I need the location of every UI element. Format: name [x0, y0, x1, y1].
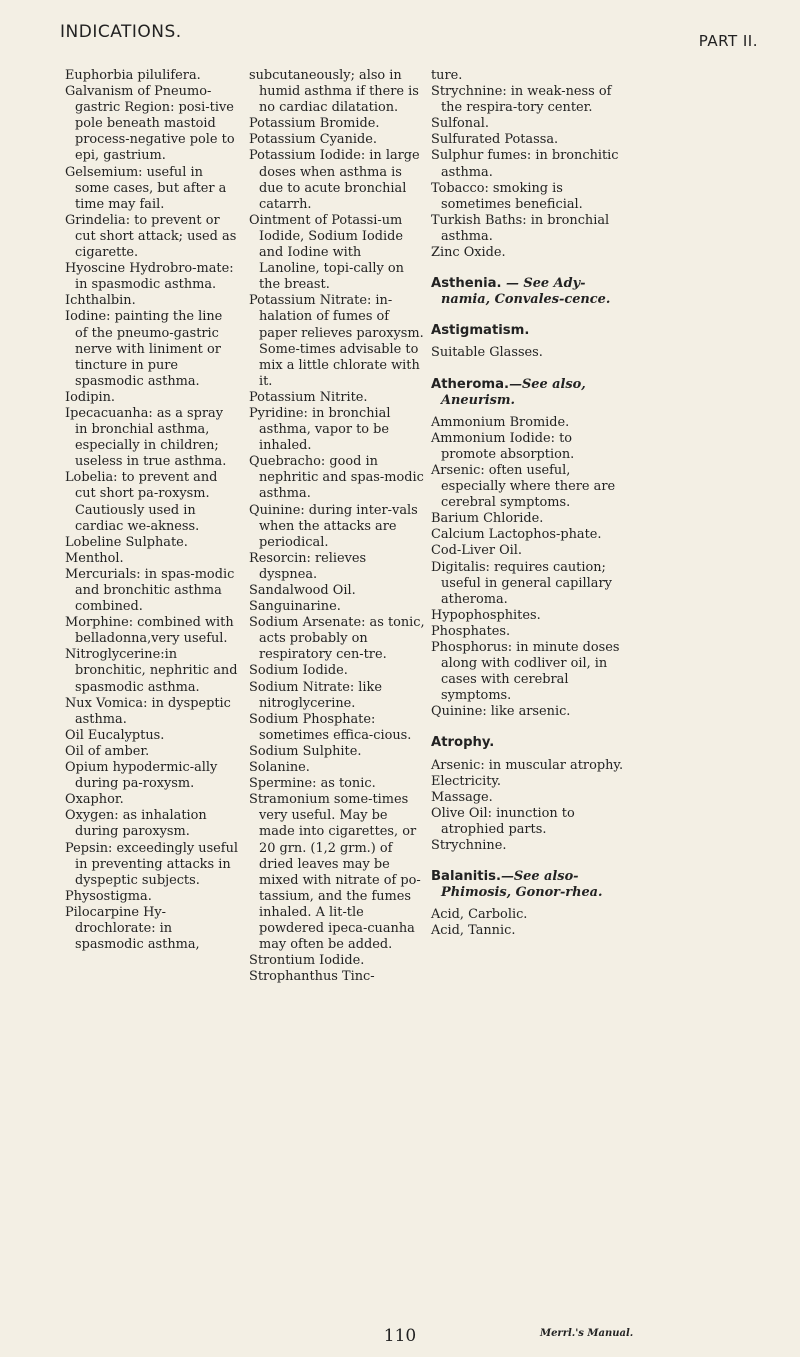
- index-entry: Solanine.: [249, 760, 310, 776]
- index-entry: Euphorbia pilulifera.: [65, 68, 201, 83]
- running-header: [60, 22, 770, 52]
- index-entry: Mercurials: in spas-modic and bronchitic asthma combined.: [65, 566, 235, 615]
- index-entry: Turkish Baths: in bronchial asthma.: [431, 212, 610, 244]
- index-entry: Quinine: during inter-vals when the attacks are periodical.: [249, 502, 418, 550]
- index-entry: Spermine: as tonic.: [249, 776, 376, 792]
- index-entry: Lobelia: to prevent and cut short pa-roxysm. Cautiously used in cardiac we-akness.: [65, 470, 218, 534]
- section-heading: [431, 869, 626, 901]
- index-entry: Sodium Iodide.: [249, 663, 348, 679]
- section-headword: Atrophy.: [431, 735, 495, 751]
- index-entry: Hypophosphites.: [431, 607, 541, 623]
- index-entry: Cod-Liver Oil.: [431, 543, 522, 559]
- index-entry: Sodium Nitrate: like nitroglycerine.: [249, 679, 382, 711]
- index-entry: Sodium Phosphate: sometimes effica-cious.: [249, 711, 412, 743]
- index-entry: Physostigma.: [65, 888, 152, 904]
- index-entry: Digitalis: requires caution; useful in general capillary atheroma.: [431, 559, 612, 607]
- index-entry: Ointment of Potassi-um Iodide, Sodium Iodide and Iodine with Lanoline, topi-cally on the breast.: [249, 212, 404, 293]
- index-entry: Nux Vomica: in dyspeptic asthma.: [65, 695, 231, 727]
- index-entry: Potassium Iodide: in large doses when asthma is due to acute bronchial catarrh.: [249, 148, 420, 212]
- index-entry: Arsenic: often useful, especially where there are cerebral symptoms.: [431, 462, 616, 511]
- index-entry: Olive Oil: inunction to atrophied parts.: [431, 805, 575, 837]
- index-entry: Morphine: combined with belladonna,very useful.: [65, 615, 234, 647]
- index-entry: Strontium Iodide.: [249, 953, 365, 969]
- index-entry: Lobeline Sulphate.: [65, 534, 188, 550]
- index-entry: Quebracho: good in nephritic and spas-modic asthma.: [249, 454, 424, 502]
- index-entry: Stramonium some-times very useful. May be made into cigarettes, or 20 grn. (1,2 grm.) of dried leaves may be mixed with nitrate of po-tassium, and the fumes inhaled. A lit-tle powdered ipeca-cuanha may often be added.: [249, 792, 421, 953]
- index-entry: subcutaneously; also in humid asthma if there is no cardiac dilatation.: [249, 68, 419, 116]
- index-entry: Oxygen: as inhalation during paroxysm.: [65, 808, 207, 840]
- index-entry: Potassium Nitrate: in-halation of fumes of paper relieves paroxysm. Some-times advisable to mix a little chlorate with it.: [249, 293, 424, 389]
- index-entry: Ammonium Bromide.: [431, 414, 570, 430]
- index-entry: Oxaphor.: [65, 792, 124, 808]
- index-entry: Sulfonal.: [431, 116, 489, 132]
- index-entry: Ichthalbin.: [65, 293, 136, 309]
- section-headword: Astigmatism.: [431, 323, 530, 339]
- section-headword: Atheroma.: [431, 376, 510, 392]
- section-cross-reference: —See also-Phimosis, Gonor-rhea.: [441, 869, 603, 901]
- index-entry: Pepsin: exceedingly useful in preventing attacks in dyspeptic subjects.: [65, 840, 239, 888]
- index-entry: Suitable Glasses.: [431, 345, 543, 361]
- index-entry: Galvanism of Pneumo-gastric Region: posi-tive pole beneath mastoid process-negative pole to epi, gastrium.: [65, 84, 235, 164]
- index-entry: Phosphates.: [431, 623, 511, 639]
- index-entry: Pyridine: in bronchial asthma, vapor to be inhaled.: [249, 405, 391, 454]
- column-1: [65, 68, 238, 953]
- index-entry: Ammonium Iodide: to promote absorption.: [431, 430, 575, 462]
- index-entry: Sodium Sulphite.: [249, 743, 362, 759]
- index-entry: Grindelia: to prevent or cut short attack; used as cigarette.: [65, 212, 237, 261]
- index-entry: Sandalwood Oil.: [249, 583, 356, 598]
- index-entry: Iodine: painting the line of the pneumo-gastric nerve with liniment or tincture in pure spasmodic asthma.: [65, 309, 223, 389]
- index-entry: Sulfurated Potassa.: [431, 132, 559, 148]
- column-2: [249, 68, 425, 985]
- section-heading: [431, 323, 626, 339]
- index-entry: Sodium Arsenate: as tonic, acts probably on respiratory cen-tre.: [249, 615, 425, 663]
- index-entry: Quinine: like arsenic.: [431, 704, 571, 720]
- index-entry: Strychnine.: [431, 838, 507, 854]
- index-entry: Sanguinarine.: [249, 599, 341, 615]
- section-cross-reference: — See Ady-namia, Convales-cence.: [441, 276, 611, 308]
- page-number: 110: [383, 1326, 417, 1346]
- index-entry: Ipecacuanha: as a spray in bronchial asthma, especially in children; useless in true asthma.: [65, 405, 227, 470]
- section-heading: [431, 377, 626, 409]
- index-entry: Acid, Carbolic.: [431, 907, 528, 923]
- index-entry: Potassium Bromide.: [249, 116, 380, 132]
- section-heading: [431, 276, 626, 308]
- index-entry: ture.: [431, 68, 463, 83]
- index-entry: Nitroglycerine:in bronchitic, nephritic and spasmodic asthma.: [65, 647, 238, 695]
- index-entry: Sulphur fumes: in bronchitic asthma.: [431, 148, 619, 180]
- index-entry: Tobacco: smoking is sometimes beneficial.: [431, 180, 583, 212]
- index-entry: Menthol.: [65, 550, 124, 566]
- index-entry: Potassium Cyanide.: [249, 132, 377, 148]
- index-entry: Potassium Nitrite.: [249, 389, 368, 405]
- header-part-label: PART II.: [698, 32, 758, 50]
- index-entry: Barium Chloride.: [431, 511, 544, 527]
- section-heading: [431, 735, 626, 751]
- index-entry: Zinc Oxide.: [431, 245, 506, 261]
- section-headword: Asthenia.: [431, 276, 502, 292]
- index-entry: Iodipin.: [65, 389, 116, 405]
- index-entry: Strophanthus Tinc-: [249, 969, 375, 985]
- column-3: [431, 68, 626, 940]
- index-entry: Oil Eucalyptus.: [65, 727, 165, 743]
- index-entry: Massage.: [431, 789, 493, 805]
- index-entry: Acid, Tannic.: [431, 923, 516, 939]
- footer-imprint: Merrl.'s Manual.: [540, 1328, 634, 1339]
- index-entry: Electricity.: [431, 773, 502, 789]
- index-entry: Opium hypodermic-ally during pa-roxysm.: [65, 760, 218, 792]
- index-entry: Resorcin: relieves dyspnea.: [249, 550, 367, 582]
- index-entry: Phosphorus: in minute doses along with codliver oil, in cases with cerebral symptoms.: [431, 640, 620, 704]
- section-headword: Balanitis.: [431, 869, 501, 885]
- index-entry: Pilocarpine Hy-drochlorate: in spasmodic asthma,: [65, 904, 200, 953]
- header-section-title: INDICATIONS.: [60, 22, 182, 42]
- index-entry: Oil of amber.: [65, 743, 150, 759]
- index-entry: Strychnine: in weak-ness of the respira-tory center.: [431, 84, 612, 116]
- section-cross-reference: —See also, Aneurism.: [441, 376, 586, 408]
- index-entry: Gelsemium: useful in some cases, but after a time may fail.: [65, 164, 227, 212]
- index-entry: Arsenic: in muscular atrophy.: [431, 757, 624, 773]
- index-entry: Calcium Lactophos-phate.: [431, 527, 602, 543]
- index-entry: Hyoscine Hydrobro-mate: in spasmodic asthma.: [65, 261, 234, 293]
